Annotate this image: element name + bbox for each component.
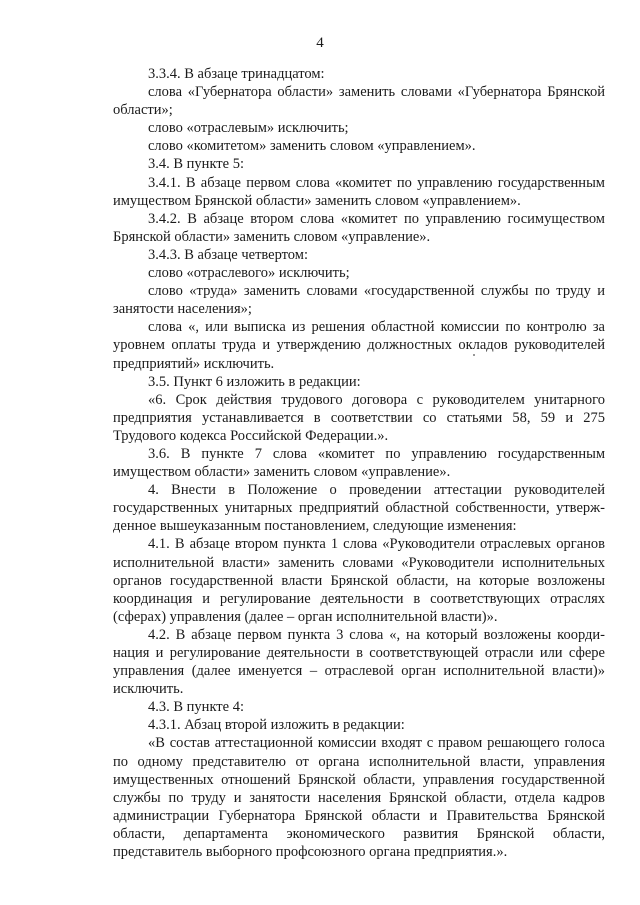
paragraph-4-3-1: 4.3.1. Абзац второй изложить в редакции:: [148, 717, 405, 734]
paragraph-3-4-3: 3.4.3. В абзаце четвертом:: [148, 246, 308, 263]
paragraph-3-4: 3.4. В пункте 5:: [148, 156, 244, 173]
paragraph-4-1: 4.1. В абзаце втором пункта 1 слова «Руководители отраслевых органов исполнительной власти» заменить словами «Руководители исполнительных органов государственной власти Брянской области, на которые возложены координация и регулирование деятельности в соответствующих отраслях (сферах) управления (далее – орган исполнительной власти)».: [113, 536, 605, 625]
paragraph-3-5: 3.5. Пункт 6 изложить в редакции:: [148, 373, 361, 390]
paragraph-sectoral-exclude: слово «отраслевым» исключить;: [148, 120, 349, 137]
paragraph-contract-term: «6. Срок действия трудового договора с руководителем унитарного предприятия устанавливается в соответствии со статьями 58, 59 и 275 Трудового кодекса Российской Федерации.».: [113, 391, 605, 444]
document-body: [113, 65, 605, 861]
scan-speck: [473, 354, 475, 356]
paragraph-3-3-4: 3.3.4. В абзаце тринадцатом:: [148, 66, 325, 82]
paragraph-3-4-1: 3.4.1. В абзаце первом слова «комитет по управлению государственным имуществом Брянской области» заменить словом «управлением».: [113, 174, 605, 209]
paragraph-commission-composition: «В состав аттестационной комиссии входят с правом решающего голоса по одному представителю от органа исполнительной власти, управления имущественных отношений Брянской области, управления государственной службы по труду и занятости населения Брянской области, отдела кадров администрации Губернатора Брянской области и Правительства Брянской области, департамента экономического развития Брянской области, представитель выборного профсоюзного органа предприятия.».: [113, 735, 605, 861]
paragraph-committee-replace: слово «комитетом» заменить словом «управлением».: [148, 138, 476, 155]
paragraph-3-6: 3.6. В пункте 7 слова «комитет по управлению государственным имуществом области» заменить словом «управление».: [113, 445, 605, 481]
paragraph-4-2: 4.2. В абзаце первом пункта 3 слова «, на который возложены координация и регулирование деятельности в соответствующей отрасли или сфере управления (далее именуется – отраслевой орган исполнительной власти)» исключить.: [113, 626, 605, 698]
paragraph-sectoral-word-exclude: слово «отраслевого» исключить;: [148, 265, 350, 282]
paragraph-3-4-2: 3.4.2. В абзаце втором слова «комитет по управлению госимуществом Брянской области» заменить словом «управление».: [113, 210, 605, 245]
paragraph-labor-replace: слово «труда» заменить словами «государственной службы по труду и занятости населения»;: [113, 283, 605, 318]
paragraph-4: 4. Внести в Положение о проведении аттестации руководителей государственных унитарных предприятий областной собственности, утвержденное вышеуказанным постановлением, следующие изменения:: [113, 482, 605, 535]
paragraph-4-3: 4.3. В пункте 4:: [148, 699, 244, 716]
paragraph-commission-extract-exclude: слова «, или выписка из решения областной комиссии по контролю за уровнем оплаты труда и утверждению должностных окладов руководителей предприятий» исключить.: [113, 319, 605, 372]
paragraph-governor-replace: слова «Губернатора области» заменить словами «Губернатора Брянской области»;: [113, 84, 605, 119]
page-number: 4: [316, 35, 324, 51]
